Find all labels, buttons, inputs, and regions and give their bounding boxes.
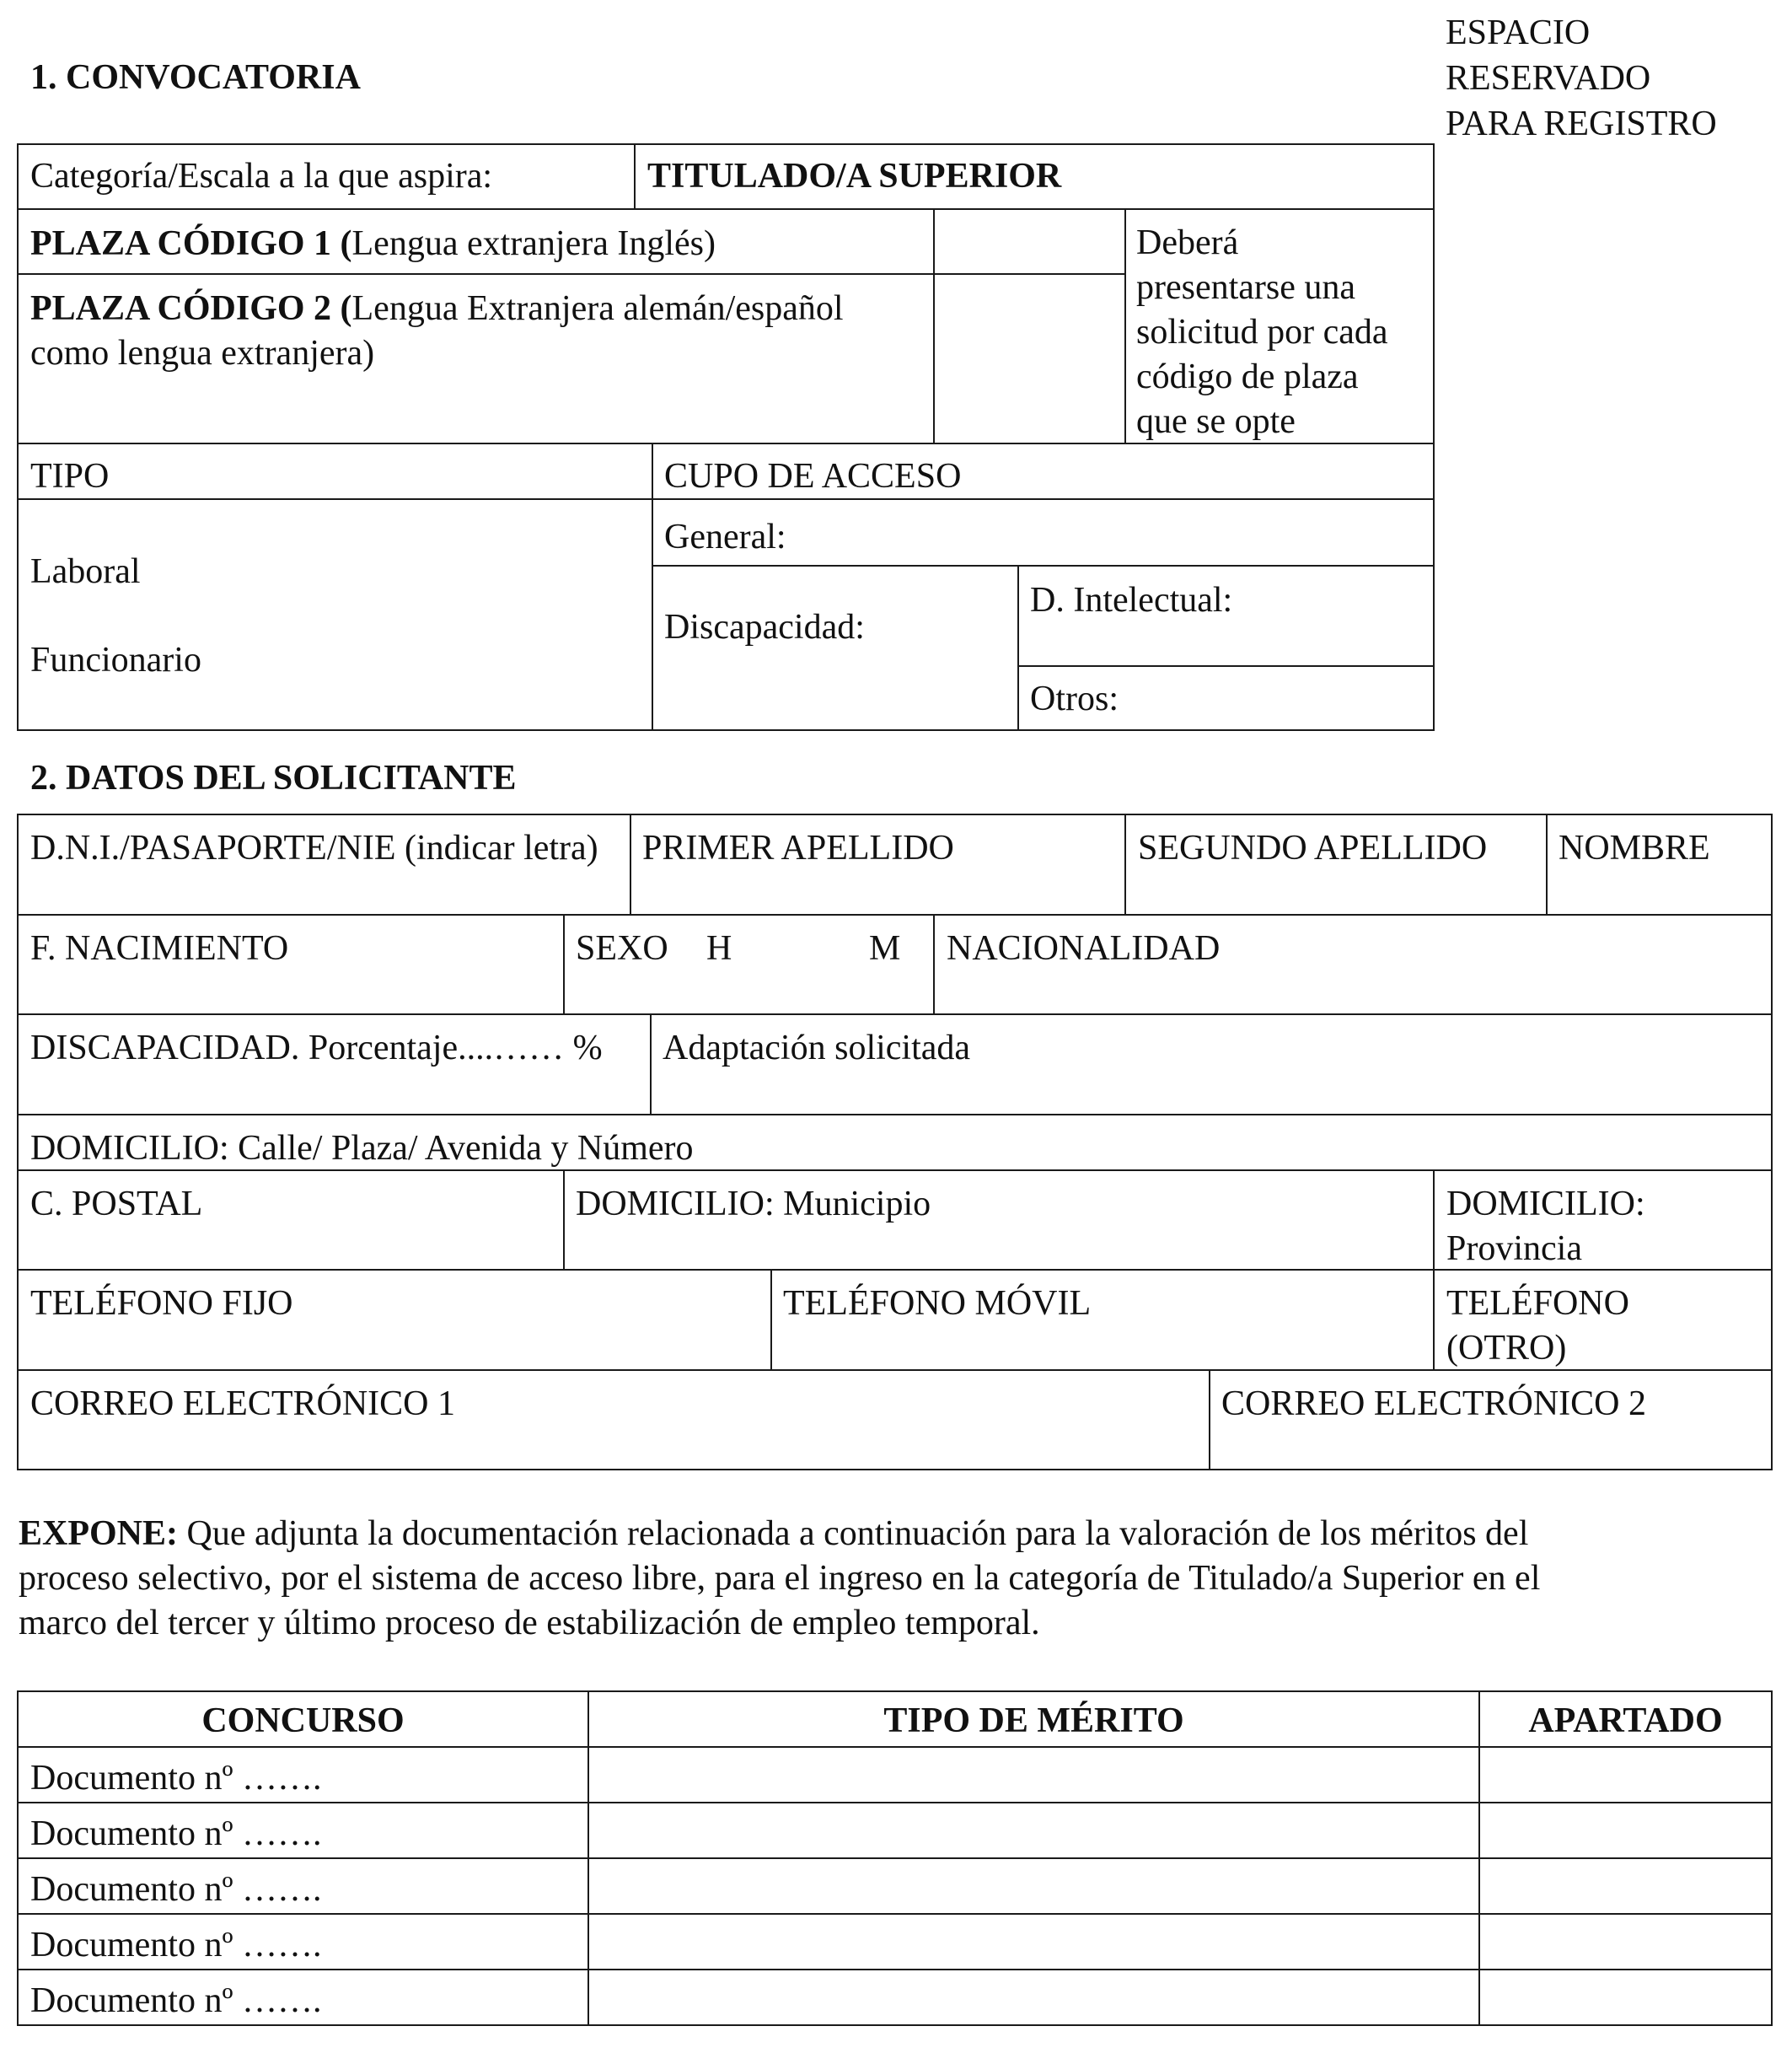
categoria-value: TITULADO/A SUPERIOR: [647, 157, 1062, 196]
primer-apellido-field[interactable]: PRIMER APELLIDO: [642, 829, 954, 868]
expone-label: EXPONE:: [19, 1514, 178, 1553]
documento-row[interactable]: Documento nº …….: [30, 1926, 322, 1964]
documento-row[interactable]: Documento nº …….: [30, 1870, 322, 1909]
plaza-codigo-1: [30, 222, 716, 266]
plaza-codigo-2: [30, 287, 924, 376]
cupo-discapacidad[interactable]: Discapacidad:: [664, 608, 865, 647]
nota-line: Deberá: [1136, 223, 1239, 262]
plaza1-checkbox[interactable]: [934, 210, 1123, 272]
discapacidad-field[interactable]: DISCAPACIDAD. Porcentaje....…… %: [30, 1029, 603, 1067]
sexo-m-option[interactable]: M: [869, 929, 901, 968]
plaza2-checkbox[interactable]: [934, 275, 1123, 442]
plaza1-desc: Lengua extranjera Inglés): [351, 224, 716, 263]
segundo-apellido-field[interactable]: SEGUNDO APELLIDO: [1138, 829, 1488, 868]
expone-text: Que adjunta la documentación relacionada a continuación para la valoración de los méritos del: [186, 1514, 1529, 1553]
sexo-label: SEXO: [576, 929, 668, 968]
documento-row[interactable]: Documento nº …….: [30, 1759, 322, 1798]
expone-line-2: proceso selectivo, por el sistema de acceso libre, para el ingreso en la categoría de Titulado/a Superior en el: [19, 1559, 1541, 1598]
header-concurso: CONCURSO: [201, 1701, 405, 1740]
adaptacion-field[interactable]: Adaptación solicitada: [663, 1029, 971, 1067]
expone-line-1: [19, 1512, 1540, 1556]
cupo-intelectual[interactable]: D. Intelectual:: [1030, 581, 1233, 620]
expone-line-3: marco del tercer y último proceso de estabilización de empleo temporal.: [19, 1604, 1040, 1642]
tipo-laboral[interactable]: Laboral: [30, 552, 141, 591]
telefono-otro-field[interactable]: TELÉFONO (OTRO): [1446, 1284, 1629, 1368]
c-postal-field[interactable]: C. POSTAL: [30, 1185, 203, 1223]
domicilio-provincia-field[interactable]: DOMICILIO: Provincia: [1446, 1185, 1645, 1268]
registro-line: ESPACIO: [1446, 13, 1591, 52]
section1-title: 1. CONVOCATORIA: [30, 58, 361, 97]
sexo-h-option[interactable]: H: [706, 929, 732, 968]
nota-line: código de plaza: [1136, 357, 1359, 396]
cupo-otros[interactable]: Otros:: [1030, 680, 1119, 718]
registro-line: PARA REGISTRO: [1446, 105, 1717, 143]
registro-label: [1446, 10, 1717, 147]
section2-title: 2. DATOS DEL SOLICITANTE: [30, 759, 517, 798]
domicilio-municipio-field[interactable]: DOMICILIO: Municipio: [576, 1185, 931, 1223]
telefono-fijo-field[interactable]: TELÉFONO FIJO: [30, 1284, 293, 1323]
nombre-field[interactable]: NOMBRE: [1559, 829, 1710, 868]
f-nacimiento-field[interactable]: F. NACIMIENTO: [30, 929, 289, 968]
domicilio-calle-field[interactable]: DOMICILIO: Calle/ Plaza/ Avenida y Número: [30, 1129, 694, 1168]
categoria-label: Categoría/Escala a la que aspira:: [30, 157, 493, 196]
plaza2-code: PLAZA CÓDIGO 2 (: [30, 289, 352, 328]
cupo-header: CUPO DE ACCESO: [664, 457, 962, 496]
cupo-general[interactable]: General:: [664, 518, 786, 556]
header-apartado: APARTADO: [1528, 1701, 1723, 1740]
documento-row[interactable]: Documento nº …….: [30, 1981, 322, 2020]
nota-line: que se opte: [1136, 402, 1296, 441]
plaza2-desc: Lengua Extranjera alemán/español como lengua extranjera): [30, 289, 844, 373]
expone-paragraph: [19, 1512, 1540, 1646]
registro-line: RESERVADO: [1446, 59, 1651, 98]
correo1-field[interactable]: CORREO ELECTRÓNICO 1: [30, 1384, 455, 1423]
telefono-movil-field[interactable]: TELÉFONO MÓVIL: [783, 1284, 1092, 1323]
correo2-field[interactable]: CORREO ELECTRÓNICO 2: [1221, 1384, 1646, 1423]
header-tipo-merito: TIPO DE MÉRITO: [883, 1701, 1184, 1740]
nota-plaza: [1136, 221, 1388, 444]
nota-line: solicitud por cada: [1136, 313, 1388, 352]
documento-row[interactable]: Documento nº …….: [30, 1814, 322, 1853]
dni-field[interactable]: D.N.I./PASAPORTE/NIE (indicar letra): [30, 829, 598, 868]
nota-line: presentarse una: [1136, 268, 1356, 307]
tipo-header: TIPO: [30, 457, 110, 496]
plaza1-code: PLAZA CÓDIGO 1 (: [30, 224, 352, 263]
tipo-funcionario[interactable]: Funcionario: [30, 641, 201, 680]
nacionalidad-field[interactable]: NACIONALIDAD: [947, 929, 1221, 968]
